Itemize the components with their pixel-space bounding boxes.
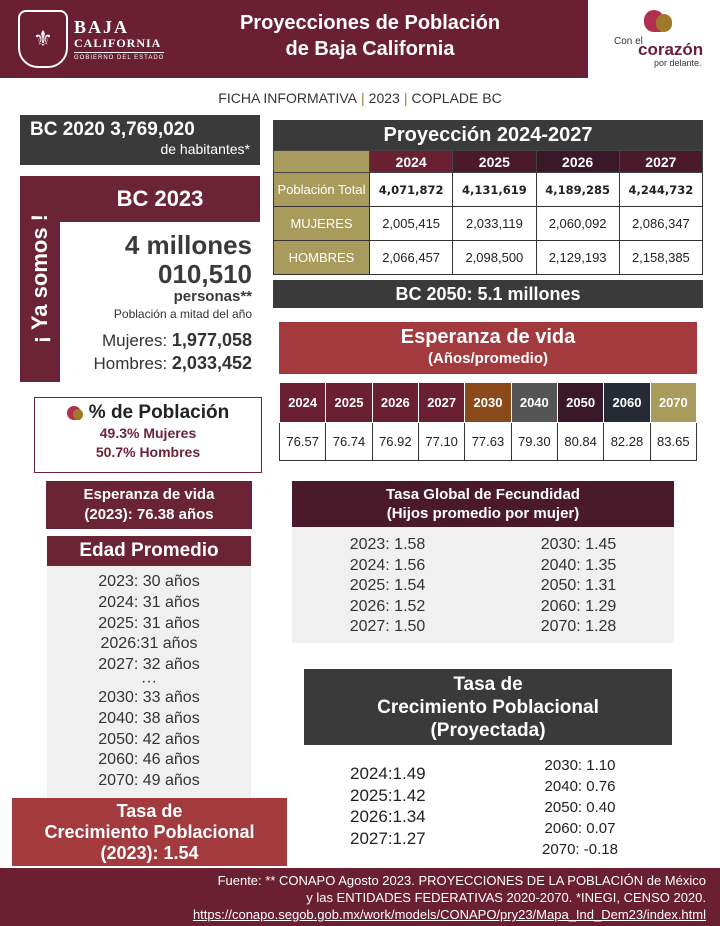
logo-line2: CALIFORNIA [74,35,162,50]
list-item: 2023: 30 años [98,573,200,590]
fecundidad-title-line2: (Hijos promedio por mujer) [386,505,580,522]
table-row [274,173,703,207]
bc2023-gender [60,329,252,375]
table-cell: 76.74 [326,423,372,461]
table-cell: 77.63 [465,423,511,461]
crecimiento-title [304,669,672,745]
porcentaje-title: % de Población [88,402,230,423]
heart-accent-icon [656,14,672,32]
bc2050-banner: BC 2050: 5.1 millones [273,280,703,308]
year-header: 2025 [453,151,536,173]
bc2023-line2: 010,510 [158,259,252,289]
ficha-c: COPLADE BC [411,90,502,106]
table-cell: 2,158,385 [619,241,702,275]
slogan-pordelante: por delante. [654,58,702,68]
ficha-separator: | [361,90,365,106]
year-header: 2027 [619,151,702,173]
year-header: 2050 [557,383,603,423]
table-cell: 79.30 [511,423,557,461]
table-cell: 2,098,500 [453,241,536,275]
ficha-a: FICHA INFORMATIVA [218,90,358,106]
row-label: HOMBRES [274,241,370,275]
footer-line2: y las ENTIDADES FEDERATIVAS 2020-2070. *INEGI, CENSO 2020. [306,890,706,905]
page-title [190,10,550,68]
list-item: 2070: 1.28 [540,618,617,635]
source-link[interactable]: https://conapo.segob.gob.mx/work/models/CONAPO/pry23/Mapa_Ind_Dem23/index.html [192,907,706,922]
list-item: 2025:1.42 [350,785,426,805]
year-header: 2040 [511,383,557,423]
tcp2023-line3: (2023): 1.54 [100,842,199,863]
esperanza-title-line1: Esperanza de vida [400,326,576,348]
mujeres-label: Mujeres: [102,331,168,350]
ficha-subtitle [0,88,720,108]
esperanza-2023-line2: (2023): 76.38 años [84,506,214,523]
year-header: 2026 [536,151,619,173]
list-item: 2050: 0.40 [544,799,616,816]
page-title-line2: de Baja California [285,38,455,60]
list-item: 2027: 1.50 [349,618,426,635]
list-item: 2024: 31 años [98,593,200,611]
list-item: 2025: 31 años [98,614,200,632]
list-item: 2026: 1.52 [349,597,426,615]
footer-line1: Fuente: ** CONAPO Agosto 2023. PROYECCIONES DE LA POBLACIÓN de México [217,873,706,888]
slogan-con: Con el [614,36,643,47]
proyeccion-title: Proyección 2024-2027 [273,120,703,150]
table-cell: 76.92 [372,423,418,461]
list-item: 2024: 1.56 [349,556,426,574]
proyeccion-table [273,150,703,275]
table-cell: 76.57 [280,423,326,461]
table-row [280,423,697,461]
year-header: 2025 [326,383,372,423]
table-cell: 2,060,092 [536,207,619,241]
porcentaje-mujeres: 49.3% Mujeres [99,425,197,441]
bc2023-line4: Población a mitad del año [113,307,252,321]
bc2023-line1: 4 millones [124,230,252,260]
table-header-row [274,151,703,173]
table-cell: 82.28 [604,423,650,461]
tasa-crecimiento-2023-box [12,798,287,866]
bc2020-box [20,115,260,165]
year-header: 2060 [604,383,650,423]
logo-line3: GOBIERNO DEL ESTADO [74,52,164,61]
bc2023-body [60,222,260,382]
bc2020-line2: de habitantes* [160,141,250,157]
esperanza-table [279,382,697,461]
page-title-line1: Proyecciones de Población [239,12,501,34]
crecimiento-title-line3: (Proyectada) [430,719,546,741]
list-item: 2060: 1.29 [540,597,617,615]
list-item: 2070: -0.18 [542,841,618,858]
table-cell: 4,071,872 [370,173,453,207]
table-cell: 4,244,732 [619,173,702,207]
logo-line1: BAJA [74,16,130,37]
crecimiento-list [304,755,672,863]
list-item: 2040: 1.35 [540,556,617,574]
slogan-corazon: corazón [638,40,704,59]
crecimiento-title-line2: Crecimiento Poblacional [377,696,599,718]
list-item: 2050: 42 años [98,730,200,748]
table-cell: 2,033,119 [453,207,536,241]
year-header: 2027 [418,383,464,423]
edad-promedio-list [47,566,251,798]
list-item: 2040: 38 años [98,709,200,727]
list-item: 2030: 33 años [98,688,200,706]
list-item: 2070: 49 años [98,772,200,790]
row-label: MUJERES [274,207,370,241]
list-item: 2050: 1.31 [540,577,617,594]
porcentaje-box [34,397,262,473]
fecundidad-title-line1: Tasa Global de Fecundidad [386,486,580,503]
year-header: 2024 [280,383,326,423]
hombres-label: Hombres: [93,354,168,373]
baja-california-logo [18,8,168,70]
crecimiento-title-line1: Tasa de [453,673,523,695]
mujeres-value: 1,977,058 [171,330,252,350]
year-header: 2070 [650,383,696,423]
year-header: 2024 [370,151,453,173]
table-header-row [280,383,697,423]
slogan-logo [588,0,720,78]
table-cell: 2,005,415 [370,207,453,241]
list-item: 2026:1.34 [350,807,426,826]
year-header: 2026 [372,383,418,423]
list-item: 2027: 32 años [98,656,200,674]
state-seal-icon: ⚜ [18,10,68,68]
list-item: 2030: 1.45 [540,536,617,553]
table-cell: 2,129,193 [536,241,619,275]
list-item: 2060: 46 años [98,751,200,769]
esperanza-title [279,322,697,374]
bc2023-line3: personas** [173,288,252,305]
footer [0,868,720,926]
hombres-value: 2,033,452 [171,353,252,373]
year-header: 2030 [465,383,511,423]
edad-promedio-title: Edad Promedio [47,536,251,566]
ya-somos-text: ¡ Ya somos ! [27,214,52,344]
list-item: 2023: 1.58 [349,536,426,553]
list-item: 2030: 1.10 [544,757,616,774]
esperanza-2023-box [46,481,252,529]
table-cell: 2,086,347 [619,207,702,241]
table-cell: 4,189,285 [536,173,619,207]
table-cell: 2,066,457 [370,241,453,275]
fecundidad-list [292,527,674,643]
list-item: 2027:1.27 [350,828,426,848]
table-row [274,241,703,275]
esperanza-title-line2: (Años/promedio) [428,350,548,367]
bc2020-line1: BC 2020 3,769,020 [30,119,195,140]
porcentaje-hombres: 50.7% Hombres [95,444,201,460]
table-cell: 83.65 [650,423,696,461]
esperanza-2023-line1: Esperanza de vida [83,486,215,503]
bc2023-title: BC 2023 [60,176,260,222]
list-item: 2024:1.49 [350,764,426,783]
list-item: 2060: 0.07 [544,820,616,837]
ficha-b: 2023 [368,90,400,106]
heart-icon [67,406,81,420]
list-item: 2025: 1.54 [349,577,426,594]
tcp2023-line1: Tasa de [116,800,183,821]
ficha-separator: | [403,90,408,106]
table-cell: 4,131,619 [453,173,536,207]
list-item: ··· [141,672,157,690]
list-item: 2026:31 años [100,635,198,653]
tcp2023-line2: Crecimiento Poblacional [44,821,255,842]
fecundidad-title [292,481,674,527]
table-corner [274,151,370,173]
table-cell: 80.84 [557,423,603,461]
table-cell: 77.10 [418,423,464,461]
table-row [274,207,703,241]
list-item: 2040: 0.76 [544,778,616,795]
row-label: Población Total [274,173,370,207]
ya-somos-banner [20,176,60,382]
